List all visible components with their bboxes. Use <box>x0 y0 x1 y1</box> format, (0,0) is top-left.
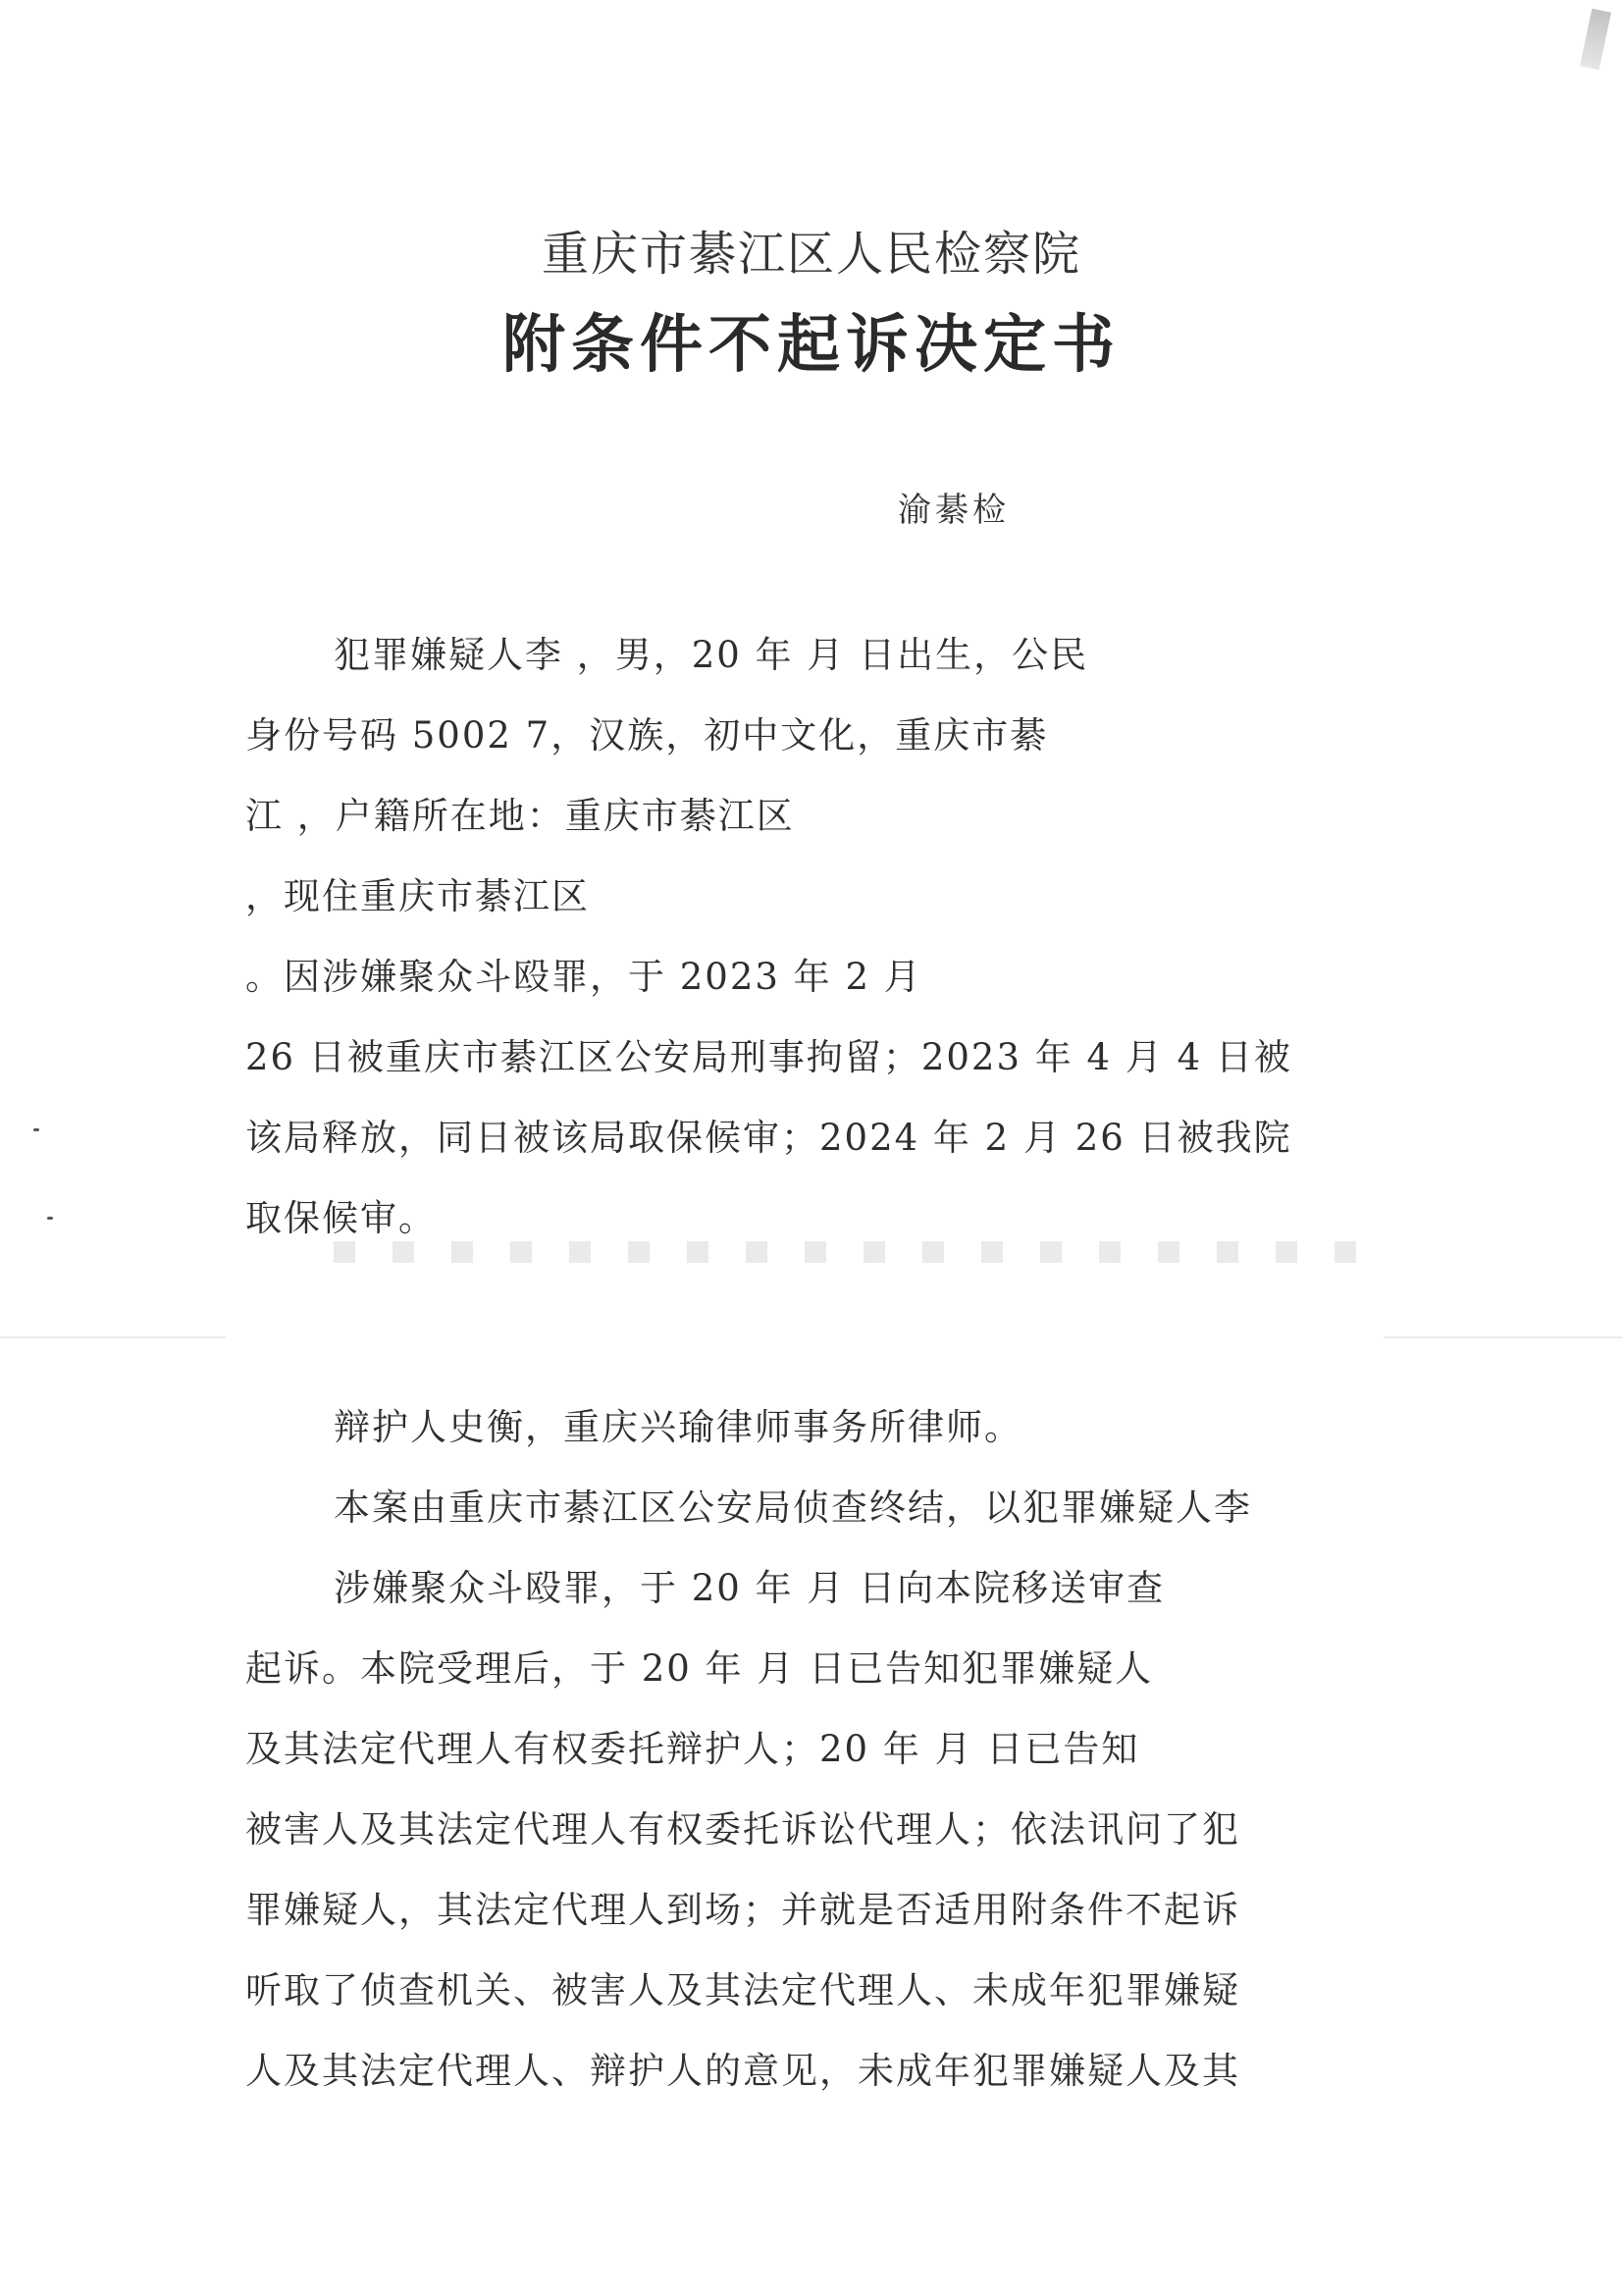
document-title: 附条件不起诉决定书 <box>502 308 1121 382</box>
paragraph-line: 该局释放，同日被该局取保候审；2024 年 2 月 26 日被我院 <box>245 1117 1292 1159</box>
paragraph-line: 罪嫌疑人，其法定代理人到场；并就是否适用附条件不起诉 <box>245 1889 1240 1931</box>
paragraph-line: ，现住重庆市綦江区 <box>245 875 590 917</box>
paragraph-line: 犯罪嫌疑人李 ，男，20 年 月 日出生，公民 <box>334 634 1089 676</box>
paragraph-line: 26 日被重庆市綦江区公安局刑事拘留；2023 年 4 月 4 日被 <box>245 1036 1292 1078</box>
scan-speck <box>47 1217 53 1220</box>
paragraph-line: 人及其法定代理人、辩护人的意见，未成年犯罪嫌疑人及其 <box>245 2050 1240 2092</box>
issuing-organization: 重庆市綦江区人民检察院 <box>541 227 1081 282</box>
paragraph-line: 辩护人史衡，重庆兴瑜律师事务所律师。 <box>334 1406 1022 1448</box>
scan-speck <box>33 1128 39 1131</box>
paragraph-line: 听取了侦查机关、被害人及其法定代理人、未成年犯罪嫌疑 <box>245 1969 1240 2011</box>
paragraph-line: 被害人及其法定代理人有权委托诉讼代理人；依法讯问了犯 <box>245 1808 1240 1851</box>
scan-seam <box>0 1336 226 1338</box>
paragraph-line: 起诉。本院受理后，于 20 年 月 日已告知犯罪嫌疑人 <box>245 1647 1154 1690</box>
paragraph-line: 涉嫌聚众斗殴罪，于 20 年 月 日向本院移送审查 <box>334 1567 1166 1609</box>
document-number: 渝綦检 <box>898 491 1010 530</box>
paragraph-line: 。因涉嫌聚众斗殴罪，于 2023 年 2 月 <box>245 956 922 998</box>
paragraph-line: 及其法定代理人有权委托辩护人；20 年 月 日已告知 <box>245 1728 1140 1770</box>
paragraph-line: 本案由重庆市綦江区公安局侦查终结，以犯罪嫌疑人李 <box>334 1487 1252 1529</box>
paragraph-line: 身份号码 5002 7，汉族，初中文化，重庆市綦 <box>245 714 1049 757</box>
redacted-line <box>334 1241 1384 1263</box>
scan-gap <box>0 1295 1623 1374</box>
paragraph-line: 江 ，户籍所在地：重庆市綦江区 <box>245 795 795 837</box>
paragraph-line: 取保候审。 <box>245 1197 437 1239</box>
scan-artifact <box>1580 9 1611 71</box>
scan-seam <box>1384 1336 1623 1338</box>
